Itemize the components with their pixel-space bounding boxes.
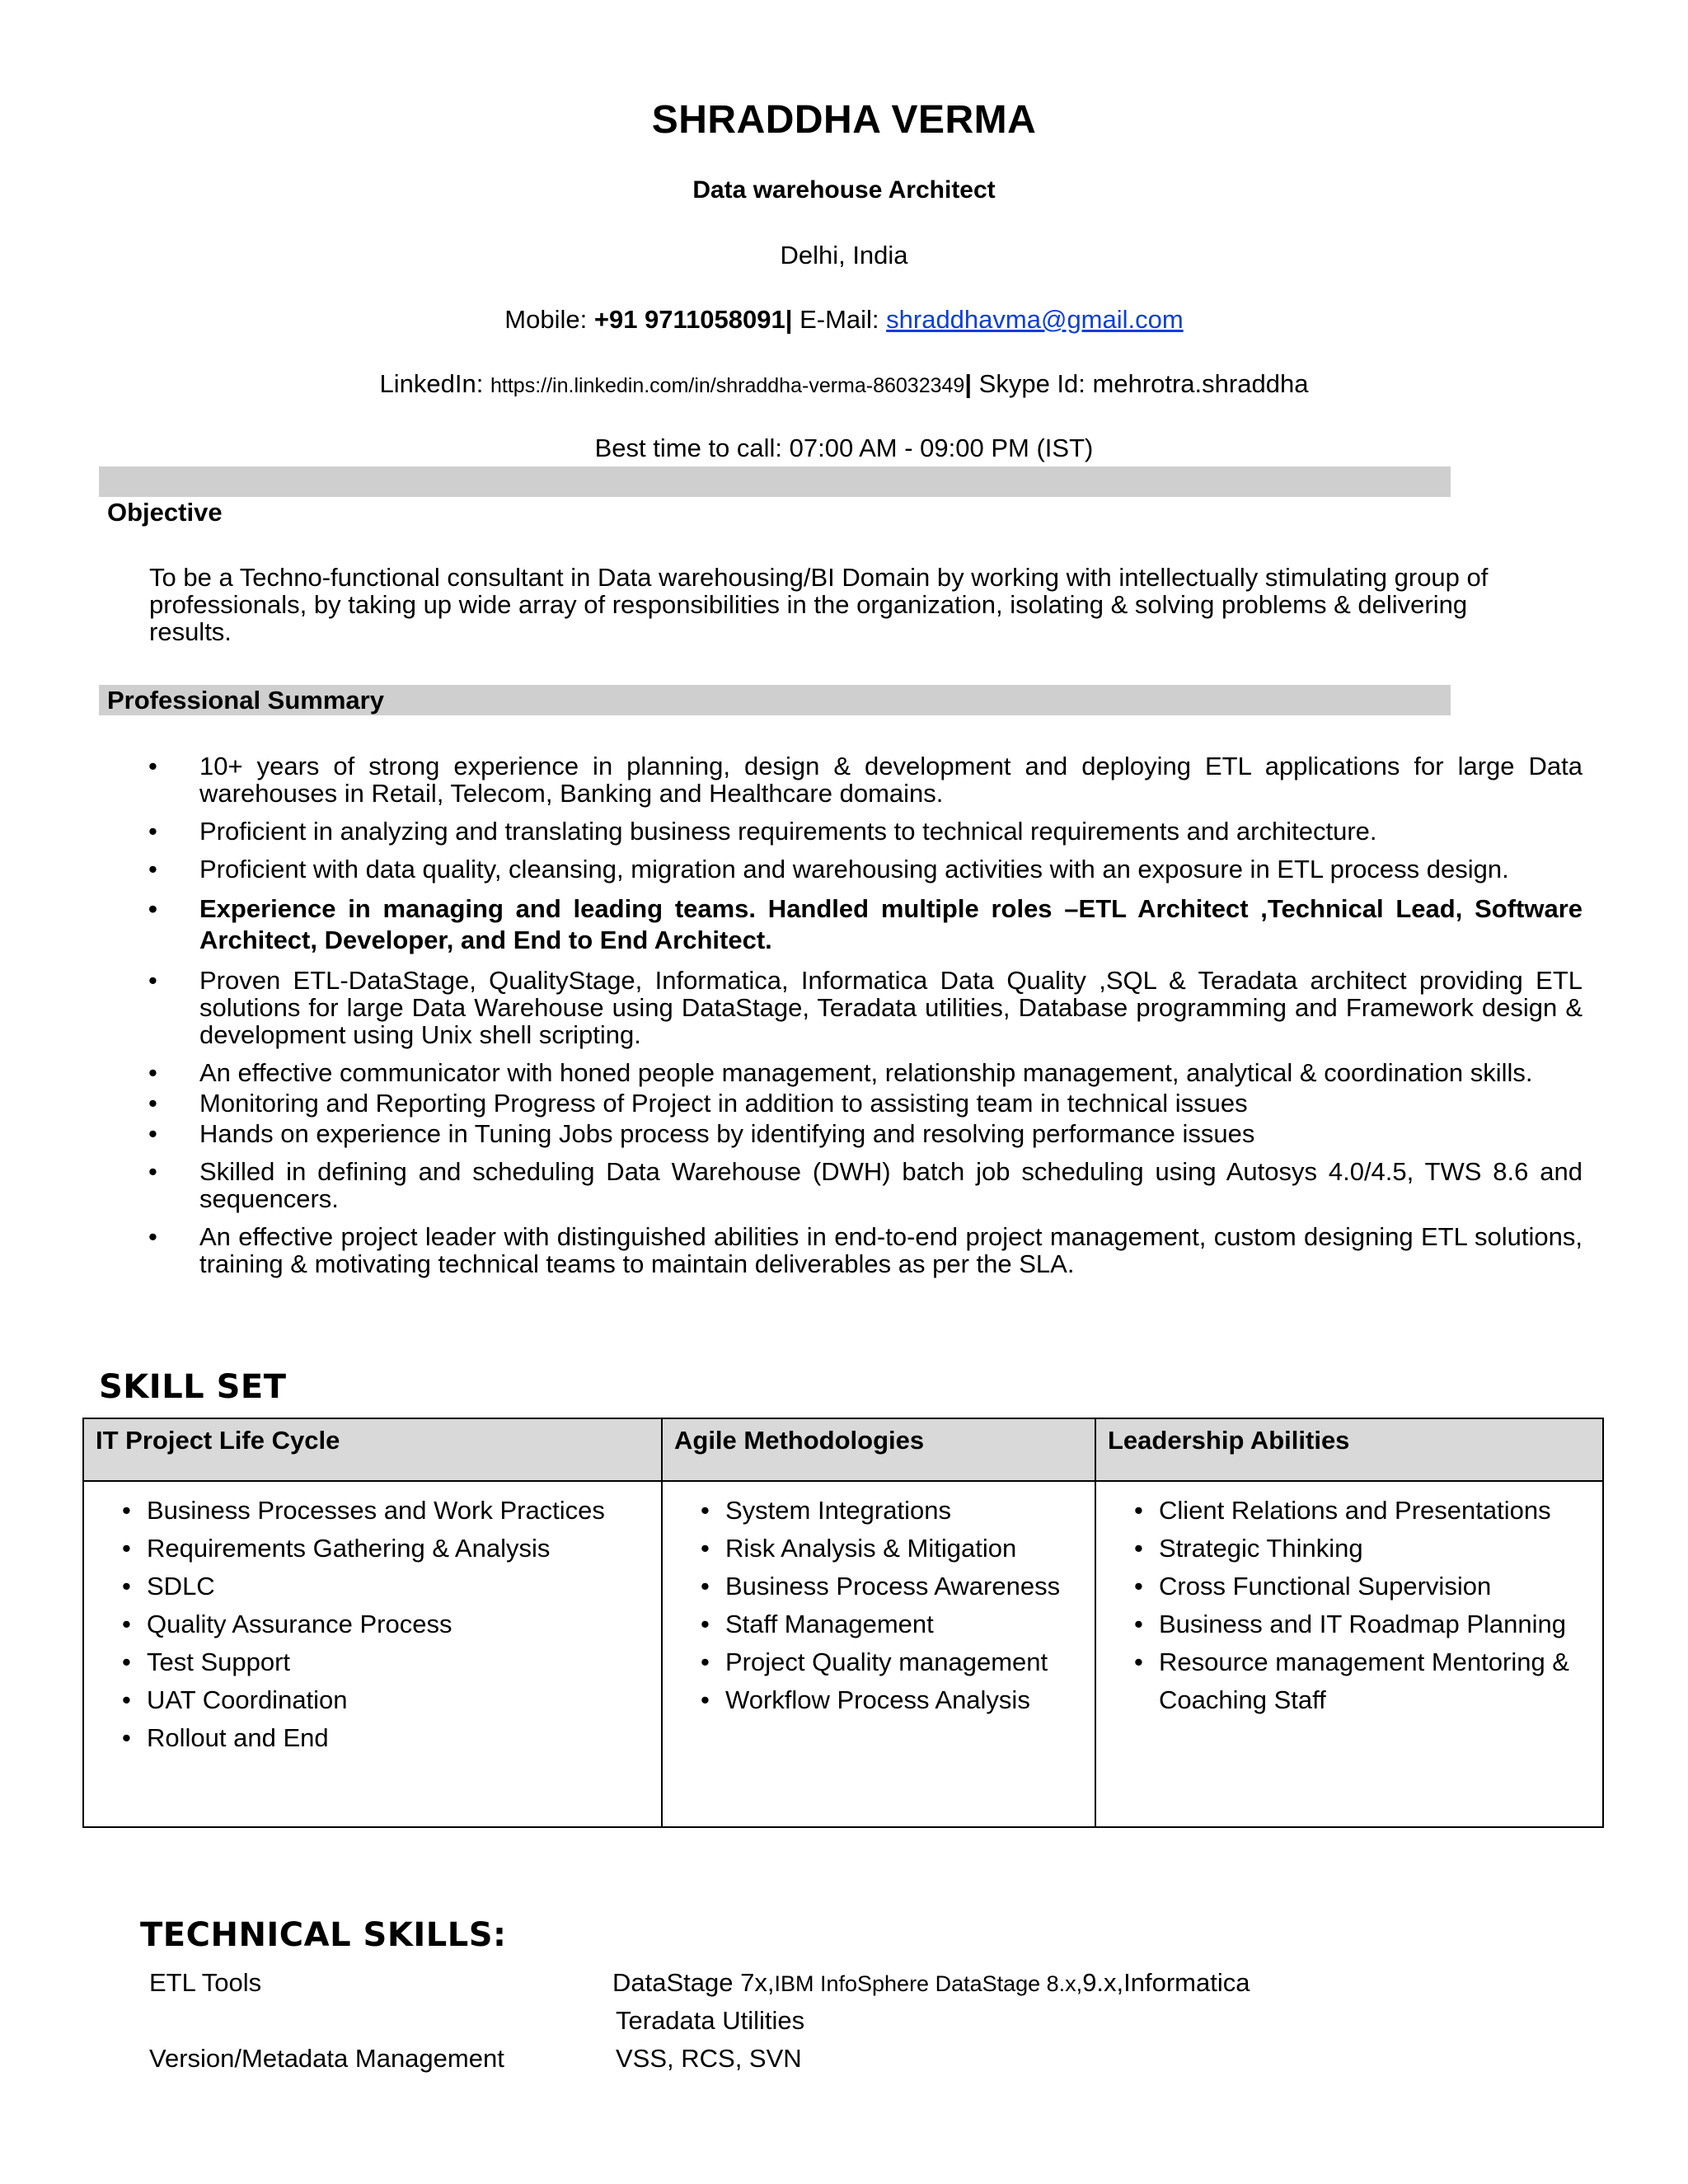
- list-item: • Skilled in defining and scheduling Data Warehouse (DWH) batch job scheduling using Autosys 4.0/4.5, TWS 8.6 and sequencers.: [148, 1158, 1582, 1212]
- list-item: • An effective communicator with honed people management, relationship management, analytical & coordination skills.: [148, 1059, 1582, 1086]
- technical-skills-heading: TECHNICAL SKILLS:: [140, 1916, 507, 1954]
- list-item: • Business Processes and Work Practices: [84, 1492, 661, 1530]
- links-line: [0, 369, 1688, 399]
- tech-skill-value: Teradata Utilities: [616, 2006, 805, 2035]
- job-title: Data warehouse Architect: [692, 176, 996, 204]
- list-item: • Proven ETL-DataStage, QualityStage, Informatica, Informatica Data Quality ,SQL & Teradata architect providing ETL solutions for large Data Warehouse using DataStage, Teradata utilities, Database programming and Framework design & development using Unix shell scripting.: [148, 967, 1582, 1048]
- list-item: • Requirements Gathering & Analysis: [84, 1530, 661, 1568]
- linkedin-url[interactable]: https://in.linkedin.com/in/shraddha-verma-86032349: [490, 374, 965, 397]
- mobile-number: +91 9711058091|: [593, 305, 793, 334]
- list-item: • Quality Assurance Process: [84, 1605, 661, 1643]
- objective-text: To be a Techno-functional consultant in Data warehousing/BI Domain by working with intellectually stimulating group of professionals, by taking up wide array of responsibilities in the organization, isolating & solving problems & delivering results.: [149, 563, 1489, 646]
- email-label: E-Mail:: [799, 305, 879, 334]
- list-item: • Project Quality management: [663, 1643, 1095, 1681]
- skill-set-table: [82, 1418, 1604, 1828]
- list-item: • An effective project leader with distinguished abilities in end-to-end project management, custom designing ETL solutions, training & motivating technical teams to maintain deliverables as per the SLA.: [148, 1223, 1582, 1277]
- list-item: • SDLC: [84, 1568, 661, 1605]
- separator: |: [964, 369, 973, 398]
- skill-column: [661, 1419, 1095, 1826]
- list-item: • Monitoring and Reporting Progress of Project in addition to assisting team in technical issues: [148, 1090, 1582, 1117]
- tech-skill-value: [612, 1968, 1250, 1998]
- tech-value-part: IBM InfoSphere DataStage 8.x,: [774, 1971, 1083, 1996]
- tech-skill-label: Version/Metadata Management: [149, 2044, 504, 2073]
- list-item: • Experience in managing and leading teams. Handled multiple roles –ETL Architect ,Technical Lead, Software Architect, Developer, and End to End Architect.: [148, 893, 1582, 956]
- summary-list: [148, 752, 1582, 1288]
- section-divider: [99, 466, 1451, 497]
- skill-column: [1095, 1419, 1602, 1826]
- column-header: Leadership Abilities: [1096, 1419, 1602, 1482]
- list-item: • Client Relations and Presentations: [1096, 1492, 1602, 1530]
- tech-skill-label: ETL Tools: [149, 1968, 262, 1997]
- column-header: IT Project Life Cycle: [84, 1419, 661, 1482]
- tech-value-part: 9.x,Informatica: [1082, 1968, 1250, 1997]
- skill-list: [84, 1482, 661, 1757]
- list-item: • Hands on experience in Tuning Jobs process by identifying and resolving performance issues: [148, 1120, 1582, 1147]
- list-item: • Cross Functional Supervision: [1096, 1568, 1602, 1605]
- list-item: • Proficient with data quality, cleansing, migration and warehousing activities with an exposure in ETL process design.: [148, 855, 1582, 883]
- column-header: Agile Methodologies: [663, 1419, 1095, 1482]
- tech-value-part: DataStage 7x,: [612, 1968, 775, 1997]
- list-item: • Business and IT Roadmap Planning: [1096, 1605, 1602, 1643]
- list-item: • Rollout and End: [84, 1719, 661, 1757]
- list-item: • Proficient in analyzing and translating business requirements to technical requirements and architecture.: [148, 818, 1582, 845]
- summary-heading: Professional Summary: [107, 686, 384, 715]
- skill-set-heading: SKILL SET: [99, 1368, 287, 1406]
- skype-id: Skype Id: mehrotra.shraddha: [978, 369, 1309, 398]
- skill-list: [1096, 1482, 1602, 1719]
- best-time-to-call: Best time to call: 07:00 AM - 09:00 PM (IST): [594, 434, 1094, 462]
- location: Delhi, India: [780, 241, 908, 269]
- list-item: • Test Support: [84, 1643, 661, 1681]
- contact-line: [0, 305, 1688, 335]
- objective-heading: Objective: [107, 498, 223, 527]
- list-item: • Risk Analysis & Mitigation: [663, 1530, 1095, 1568]
- list-item: • UAT Coordination: [84, 1681, 661, 1719]
- list-item: • Resource management Mentoring & Coaching Staff: [1096, 1643, 1602, 1719]
- list-item: • Strategic Thinking: [1096, 1530, 1602, 1568]
- list-item: • Staff Management: [663, 1605, 1095, 1643]
- tech-skill-value: VSS, RCS, SVN: [616, 2044, 802, 2073]
- list-item: • Business Process Awareness: [663, 1568, 1095, 1605]
- list-item: • 10+ years of strong experience in planning, design & development and deploying ETL applications for large Data warehouses in Retail, Telecom, Banking and Healthcare domains.: [148, 752, 1582, 807]
- candidate-name: SHRADDHA VERMA: [651, 98, 1037, 142]
- list-item: • System Integrations: [663, 1492, 1095, 1530]
- list-item: • Workflow Process Analysis: [663, 1681, 1095, 1719]
- skill-column: [84, 1419, 661, 1826]
- mobile-label: Mobile:: [504, 305, 588, 334]
- email-link[interactable]: shraddhavma@gmail.com: [886, 305, 1184, 334]
- skill-list: [663, 1482, 1095, 1719]
- linkedin-label: LinkedIn:: [379, 369, 484, 398]
